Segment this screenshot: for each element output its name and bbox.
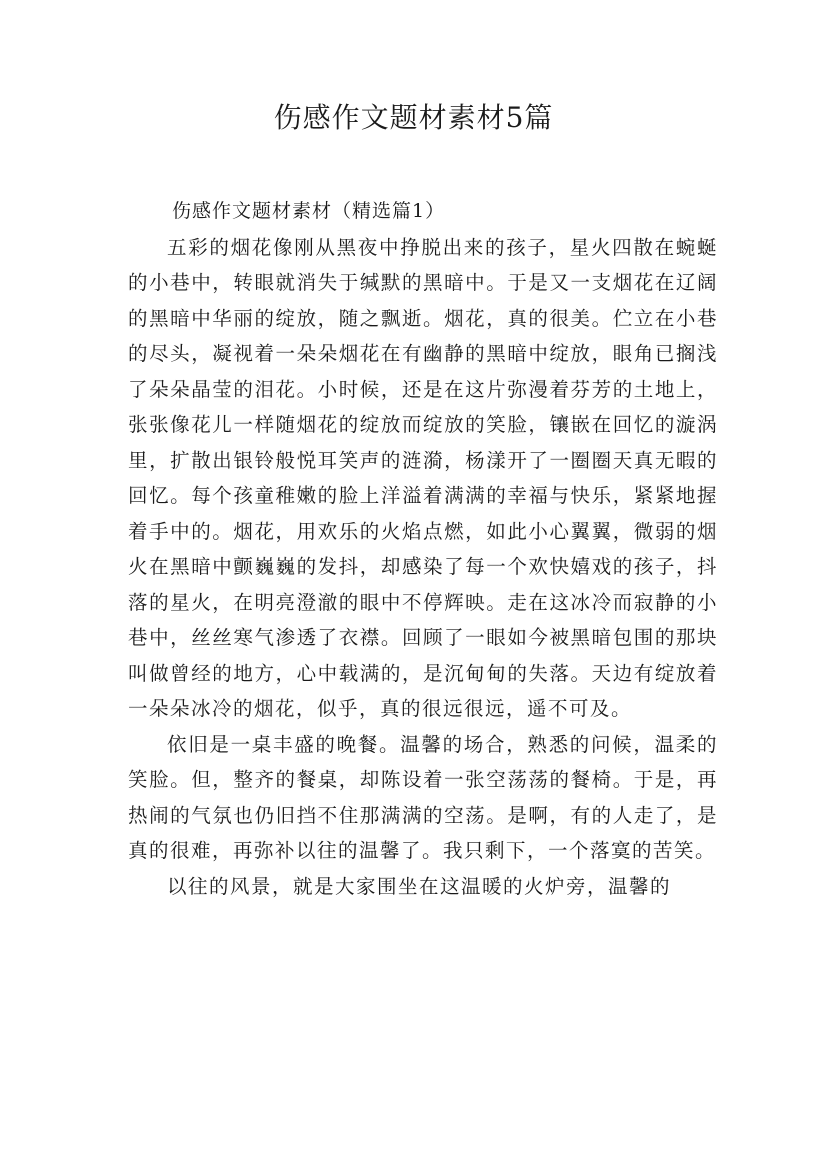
document-title: 伤感作文题材素材5篇 xyxy=(273,101,554,134)
paragraph-2: 依旧是一桌丰盛的晚餐。温馨的场合，熟悉的问候，温柔的笑脸。但，整齐的餐桌，却陈设着一张空荡荡的餐椅。于是，再热闹的气氛也仍旧挡不住那满满的空荡。是啊，有的人走了，是真的很难，再弥补以往的温馨了。我只剩下，一个落寞的苦笑。 xyxy=(128,732,718,862)
section-heading: 伤感作文题材素材（精选篇1） xyxy=(172,200,446,222)
paragraph-1: 五彩的烟花像刚从黑夜中挣脱出来的孩子，星火四散在蜿蜒的小巷中，转眼就消失于缄默的黑暗中。于是又一支烟花在辽阔的黑暗中华丽的绽放，随之飘逝。烟花，真的很美。伫立在小巷的尽头，凝视着一朵朵烟花在有幽静的黑暗中绽放，眼角已搁浅了朵朵晶莹的泪花。小时候，还是在这片弥漫着芬芳的土地上，张张像花儿一样随烟花的绽放而绽放的笑脸，镶嵌在回忆的漩涡里，扩散出银铃般悦耳笑声的涟漪，杨漾开了一圈圈天真无暇的回忆。每个孩童稚嫩的脸上洋溢着满满的幸福与快乐，紧紧地握着手中的。烟花，用欢乐的火焰点燃，如此小心翼翼，微弱的烟火在黑暗中颤巍巍的发抖，却感染了每一个欢快嬉戏的孩子，抖落的星火，在明亮澄澈的眼中不停辉映。走在这冰冷而寂静的小巷中，丝丝寒气渗透了衣襟。回顾了一眼如今被黑暗包围的那块叫做曾经的地方，心中载满的，是沉甸甸的失落。天边有绽放着一朵朵冰冷的烟花，似乎，真的很远很远，遥不可及。 xyxy=(128,235,718,720)
paragraph-3: 以往的风景，就是大家围坐在这温暖的火炉旁，温馨的 xyxy=(167,874,672,898)
document-body xyxy=(128,194,718,904)
